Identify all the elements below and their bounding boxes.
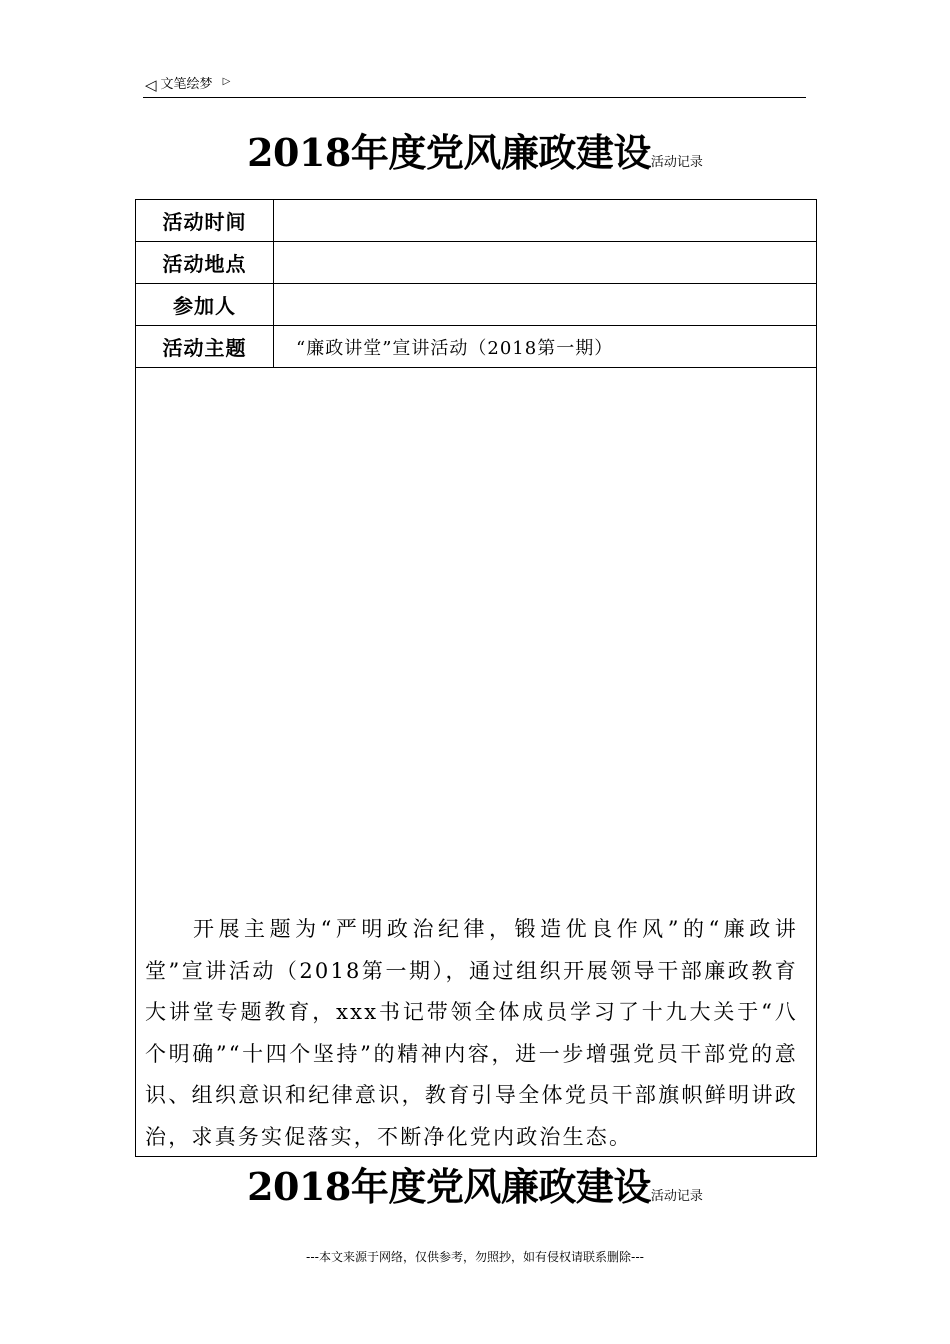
page-title-repeat-main: 2018年度党风廉政建设 — [247, 1164, 651, 1209]
footer-disclaimer: ---本文来源于网络，仅供参考，勿照抄，如有侵权请联系删除--- — [306, 1250, 644, 1264]
header-brand — [145, 74, 230, 96]
value-activity-location — [274, 242, 817, 284]
label-activity-time: 活动时间 — [136, 200, 274, 242]
label-activity-location: 活动地点 — [136, 242, 274, 284]
activity-record-table — [135, 199, 817, 1157]
value-participants — [274, 284, 817, 326]
table-row-location — [136, 242, 817, 284]
content-cell — [136, 368, 817, 1157]
left-triangle-icon: ◁ — [145, 76, 157, 94]
table-row-theme — [136, 326, 817, 368]
value-activity-time — [274, 200, 817, 242]
label-activity-theme: 活动主题 — [136, 326, 274, 368]
activity-content-text: 开展主题为“严明政治纪律，锻造优良作风”的“廉政讲堂”宣讲活动（2018第一期），通过组织开展领导干部廉政教育大讲堂专题教育，xxx书记带领全体成员学习了十九大关于“八个明确”“十四个坚持”的精神内容，进一步增强党员干部党的意识、组织意识和纪律意识，教育引导全体党员干部旗帜鲜明讲政治，求真务实促落实，不断净化党内政治生态。 — [145, 917, 798, 1149]
page-title-main: 2018年度党风廉政建设 — [247, 130, 651, 175]
brand-label: 文笔绘梦 — [160, 77, 213, 92]
table-row-time — [136, 200, 817, 242]
label-participants: 参加人 — [136, 284, 274, 326]
page-title-repeat-suffix: 活动记录 — [650, 1189, 703, 1204]
value-activity-theme: “廉政讲堂”宣讲活动（2018第一期） — [274, 326, 817, 368]
page-title-repeat — [0, 1156, 950, 1211]
page-title-suffix: 活动记录 — [650, 155, 703, 170]
page-title — [0, 122, 950, 177]
header-divider — [143, 97, 806, 98]
right-triangle-icon: ▷ — [222, 76, 231, 87]
table-row-content — [136, 368, 817, 1157]
table-row-participants — [136, 284, 817, 326]
